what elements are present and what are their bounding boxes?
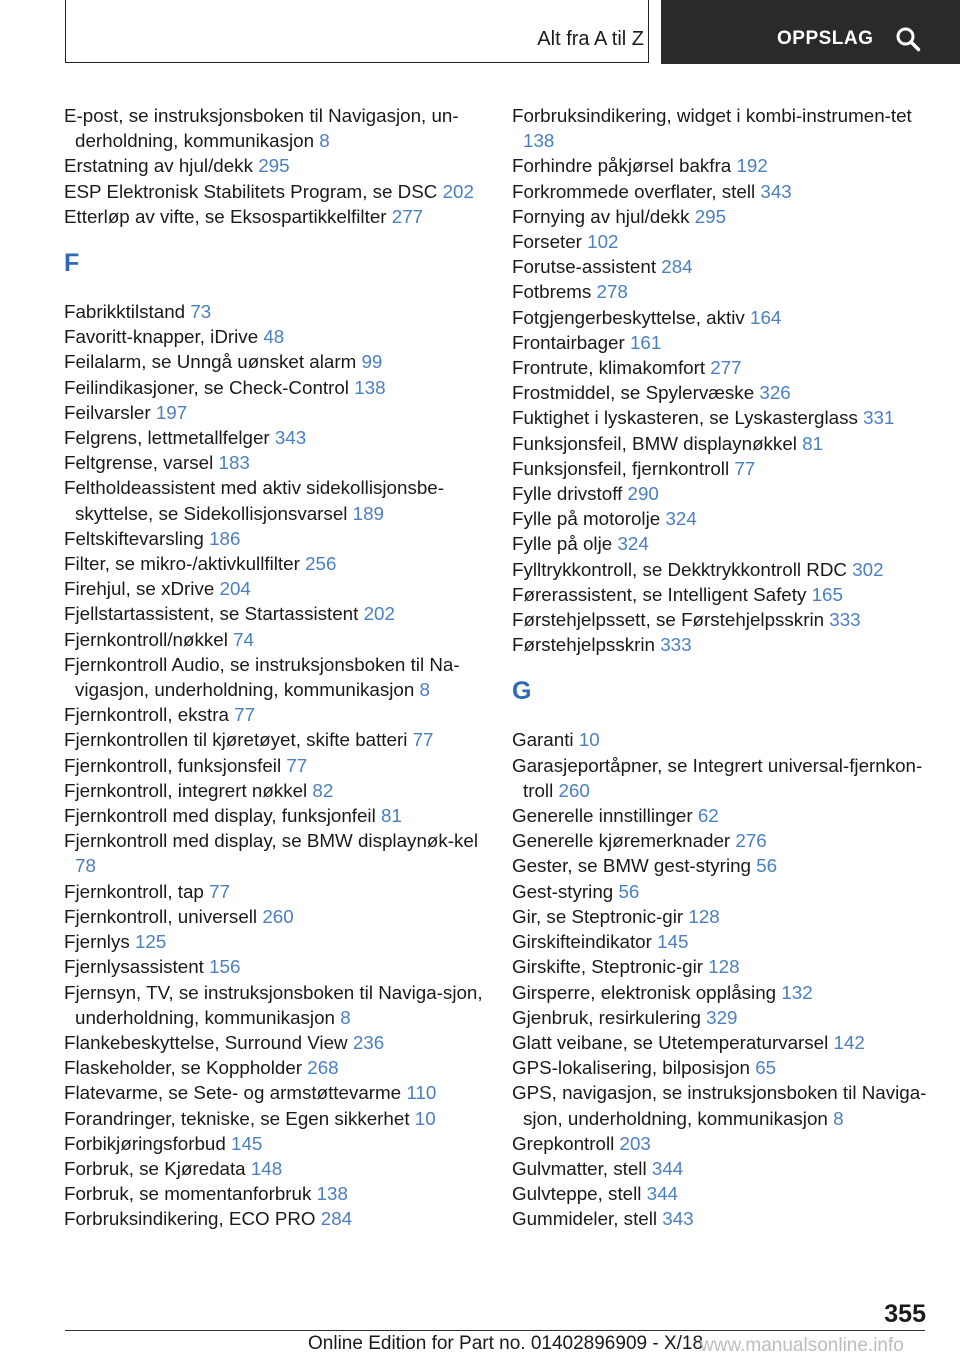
index-entry [512, 305, 932, 330]
index-entry-text: Grepkontroll [512, 1132, 615, 1154]
page-reference-link[interactable]: 8 [833, 1107, 844, 1129]
page-reference-link[interactable]: 236 [352, 1031, 385, 1053]
index-entry-text: Girsperre, elektronisk opplåsing [512, 981, 777, 1003]
page-number: 355 [884, 1300, 926, 1328]
page-reference-link[interactable]: 277 [710, 357, 742, 379]
page-reference-link[interactable]: 145 [657, 931, 689, 953]
index-entry-text: Fabrikktilstand [64, 301, 186, 323]
index-entry [64, 475, 484, 525]
page-reference-link[interactable]: 295 [258, 155, 290, 177]
page-reference-link[interactable]: 202 [363, 603, 395, 625]
index-entry-text: Funksjonsfeil, BMW displaynøkkel [512, 432, 797, 454]
index-entry [64, 425, 484, 450]
page-reference-link[interactable]: 81 [802, 432, 824, 454]
page-reference-link[interactable]: 203 [619, 1132, 651, 1154]
page-reference-link[interactable]: 284 [320, 1208, 353, 1230]
page-reference-link[interactable]: 10 [578, 729, 600, 751]
index-entry [64, 879, 484, 904]
index-entry [64, 375, 484, 400]
index-entry-text: Flatevarme, se Sete- og armstøttevarme [64, 1082, 402, 1104]
index-entry-text: GPS-lokalisering, bilposisjon [512, 1057, 751, 1079]
page-reference-link[interactable]: 82 [312, 779, 334, 801]
index-entry [64, 450, 484, 475]
page-reference-link[interactable]: 324 [617, 533, 649, 555]
index-entry-text: Generelle innstillinger [512, 805, 693, 827]
index-entry [512, 632, 932, 657]
footer-divider [65, 1330, 925, 1331]
index-entry-text: Fjernsyn, TV, se instruksjonsboken til Naviga-sjon, underholdning, kommunikasjon [64, 981, 483, 1028]
page-reference-link[interactable]: 260 [262, 905, 294, 927]
page-reference-link[interactable]: 138 [523, 130, 555, 152]
page-reference-link[interactable]: 331 [863, 407, 895, 429]
index-entry-text: Filter, se mikro-/aktivkullfilter [64, 553, 300, 575]
index-letter-heading: F [64, 249, 80, 278]
page-reference-link[interactable]: 56 [756, 855, 778, 877]
index-entry-text: Garasjeportåpner, se Integrert universal-fjernkon-troll [512, 754, 923, 801]
index-entry [512, 481, 932, 506]
index-entry-text: Erstatning av hjul/dekk [64, 155, 253, 177]
index-entry-text: Fylltrykkontroll, se Dekktrykkontroll RDC [512, 558, 847, 580]
index-entry-text: Firehjul, se xDrive [64, 578, 215, 600]
index-entry-text: Fjernkontroll, universell [64, 905, 258, 927]
index-entry [512, 853, 932, 878]
index-entry [64, 299, 484, 324]
page-reference-link[interactable]: 197 [155, 401, 188, 423]
page-reference-link[interactable]: 333 [829, 609, 861, 631]
index-entry-text: Generelle kjøremerknader [512, 830, 731, 852]
index-entry [512, 229, 932, 254]
index-entry [64, 929, 484, 954]
page-reference-link[interactable]: 125 [134, 931, 167, 953]
index-entry [512, 531, 932, 556]
index-entry [64, 601, 484, 626]
page-reference-link[interactable]: 278 [596, 281, 628, 303]
page-reference-link[interactable]: 284 [661, 256, 693, 278]
page-reference-link[interactable]: 102 [587, 231, 619, 253]
index-entry [512, 904, 932, 929]
index-entry-text: Forbruksindikering, ECO PRO [64, 1208, 316, 1230]
index-entry [64, 980, 484, 1030]
page-reference-link[interactable]: 186 [209, 527, 241, 549]
index-entry-text: Forbruk, se momentanforbruk [64, 1183, 312, 1205]
index-entry [512, 1181, 932, 1206]
index-entry-text: Gummideler, stell [512, 1208, 658, 1230]
index-entry [64, 153, 484, 178]
index-entry-text: Gulvmatter, stell [512, 1157, 647, 1179]
page-reference-link[interactable]: 65 [755, 1057, 777, 1079]
section-title: Alt fra A til Z [537, 28, 644, 50]
page-reference-link[interactable]: 343 [274, 427, 307, 449]
index-entry-text: Forbruksindikering, widget i kombi-instrumen-tet [512, 105, 912, 126]
page-reference-link[interactable]: 99 [361, 351, 383, 373]
page-reference-link[interactable]: 165 [811, 583, 843, 605]
page-reference-link[interactable]: 276 [735, 830, 767, 852]
index-entry [64, 904, 484, 929]
index-entry [64, 204, 484, 229]
index-entry [512, 1131, 932, 1156]
page-reference-link[interactable]: 8 [419, 679, 430, 701]
index-entry-text: GPS, navigasjon, se instruksjonsboken til Naviga-sjon, underholdning, kommunikasjon [512, 1082, 927, 1129]
page-reference-link[interactable]: 48 [263, 326, 285, 348]
page-reference-link[interactable]: 142 [833, 1031, 865, 1053]
index-entry-text: Fjernlysassistent [64, 956, 204, 978]
index-entry [64, 400, 484, 425]
page-reference-link[interactable]: 138 [316, 1183, 348, 1205]
page-reference-link[interactable]: 326 [759, 382, 791, 404]
index-entry [512, 330, 932, 355]
index-entry-text: Forbikjøringsforbud [64, 1132, 226, 1154]
index-entry [64, 1131, 484, 1156]
index-entry-text: Forbruk, se Kjøredata [64, 1157, 246, 1179]
index-entry [64, 1181, 484, 1206]
index-entry [512, 380, 932, 405]
index-entry [512, 1206, 932, 1231]
page-reference-link[interactable]: 81 [381, 805, 402, 827]
page-reference-link[interactable]: 277 [391, 205, 424, 227]
index-entry [64, 1055, 484, 1080]
index-letter-heading: G [512, 677, 532, 706]
index-entry-text: Fylle på motorolje [512, 508, 661, 530]
index-entry-text: Fjernkontroll, ekstra [64, 704, 229, 726]
index-entry-text: Fjernkontroll med display, funksjonfeil [64, 805, 376, 827]
index-entry-text: Forandringer, tekniske, se Egen sikkerhet [64, 1107, 410, 1129]
page-reference-link[interactable]: 62 [697, 805, 719, 827]
index-entry [64, 526, 484, 551]
index-entry [512, 582, 932, 607]
index-entry-text: Fornying av hjul/dekk [512, 205, 690, 227]
index-entry-text: Fuktighet i lyskasteren, se Lyskasterglass [512, 407, 858, 429]
index-entry-text: Gjenbruk, resirkulering [512, 1006, 701, 1028]
index-entry [64, 727, 484, 752]
index-entry [64, 1206, 484, 1231]
page-reference-link[interactable]: 343 [760, 180, 792, 202]
page-reference-link[interactable]: 164 [750, 306, 782, 328]
index-entry [64, 179, 484, 204]
page-reference-link[interactable]: 189 [352, 502, 385, 524]
index-entry-text: Fjernkontroll Audio, se instruksjonsboken til Na-vigasjon, underholdning, kommunikasjon [64, 653, 460, 701]
index-entry-text: Gir, se Steptronic-gir [512, 905, 684, 927]
index-entry-text: Fjernkontrollen til kjøretøyet, skifte batteri [64, 729, 408, 751]
page-reference-link[interactable]: 10 [414, 1107, 436, 1129]
index-entry-text: Flaskeholder, se Koppholder [64, 1057, 303, 1079]
search-icon[interactable] [895, 26, 921, 52]
index-entry-text: Frontairbager [512, 331, 625, 353]
index-entry-text: Etterløp av vifte, se Eksospartikkelfilter [64, 205, 387, 227]
index-entry-text: Førerassistent, se Intelligent Safety [512, 583, 807, 605]
index-entry [512, 254, 932, 279]
index-entry [512, 980, 932, 1005]
index-entry-text: Feilvarsler [64, 401, 151, 423]
index-column-right [512, 103, 932, 1232]
index-entry [64, 576, 484, 601]
index-entry [512, 929, 932, 954]
page-reference-link[interactable]: 268 [307, 1057, 339, 1079]
index-entry [64, 1106, 484, 1131]
index-entry [64, 627, 484, 652]
index-entry-text: Førstehjelpsskrin [512, 634, 655, 656]
index-entry [64, 103, 484, 153]
index-entry [64, 753, 484, 778]
index-entry-text: Fylle drivstoff [512, 483, 623, 505]
page-reference-link[interactable]: 260 [558, 779, 590, 801]
index-entry [64, 551, 484, 576]
watermark-text [700, 1333, 930, 1357]
svg-text:www.manualsonline.info: www.manualsonline.info [700, 1335, 904, 1356]
index-entry [512, 727, 932, 752]
index-entry [64, 1080, 484, 1105]
index-entry-text: Felgrens, lettmetallfelger [64, 427, 270, 449]
page-reference-link[interactable]: 290 [627, 483, 659, 505]
index-entry-text: Flankebeskyttelse, Surround View [64, 1031, 348, 1053]
index-entry-text: Garanti [512, 729, 574, 751]
index-entry-text: Fjernkontroll, tap [64, 880, 204, 902]
index-entry [512, 557, 932, 582]
page-reference-link[interactable]: 56 [618, 880, 640, 902]
index-entry [512, 456, 932, 481]
index-entry-text: Fjernkontroll med display, se BMW displaynøk-kel [64, 830, 479, 852]
index-entry-text: E-post, se instruksjonsboken til Navigasjon, un-derholdning, kommunikasjon [64, 105, 459, 152]
index-entry [64, 1030, 484, 1055]
page-reference-link[interactable]: 138 [354, 376, 386, 398]
index-entry [512, 753, 932, 803]
index-entry [64, 803, 484, 828]
index-entry-text: Fotbrems [512, 281, 592, 303]
index-entry-text: Fjernlys [64, 931, 130, 953]
index-entry-text: Fjellstartassistent, se Startassistent [64, 603, 359, 625]
index-entry-text: Feltholdeassistent med aktiv sidekollisjonsbe-skyttelse, se Sidekollisjonsvarsel [64, 477, 444, 524]
page-reference-link[interactable]: 204 [219, 578, 251, 600]
index-entry-text: Glatt veibane, se Utetemperaturvarsel [512, 1031, 829, 1053]
index-entry-text: Feltskiftevarsling [64, 527, 204, 549]
index-entry [64, 778, 484, 803]
page-reference-link[interactable]: 128 [688, 905, 720, 927]
index-entry [512, 1156, 932, 1181]
tab-label: OPPSLAG [777, 28, 874, 49]
footer-edition: Online Edition for Part no. 01402896909 - X/18 [308, 1333, 704, 1354]
page-reference-link[interactable]: 324 [665, 508, 697, 530]
index-entry [512, 828, 932, 853]
page-reference-link[interactable]: 343 [662, 1208, 694, 1230]
index-entry [64, 349, 484, 374]
index-entry [64, 324, 484, 349]
index-entry [512, 431, 932, 456]
page-reference-link[interactable]: 148 [250, 1157, 283, 1179]
index-entry [64, 828, 484, 878]
page-reference-link[interactable]: 302 [852, 558, 884, 580]
index-entry-text: Fylle på olje [512, 533, 613, 555]
page-reference-link[interactable]: 110 [406, 1082, 437, 1104]
page-reference-link[interactable]: 73 [190, 301, 212, 323]
index-entry-text: Gulvteppe, stell [512, 1183, 642, 1205]
page-reference-link[interactable]: 344 [651, 1157, 684, 1179]
index-entry [512, 506, 932, 531]
page-reference-link[interactable]: 77 [286, 754, 308, 776]
index-entry-text: Fjernkontroll, integrert nøkkel [64, 779, 308, 801]
index-entry-text: Forseter [512, 231, 582, 253]
index-entry-text: Førstehjelpssett, se Førstehjelpsskrin [512, 609, 825, 631]
footer-watermark [700, 1333, 930, 1363]
page-reference-link[interactable]: 344 [646, 1183, 679, 1205]
index-entry [512, 355, 932, 380]
index-entry [512, 1030, 932, 1055]
index-entry [512, 1005, 932, 1030]
index-entry [512, 153, 932, 178]
page-reference-link[interactable]: 333 [660, 634, 692, 656]
index-entry-text: Feilindikasjoner, se Check-Control [64, 376, 349, 398]
index-entry-text: Fjernkontroll, funksjonsfeil [64, 754, 282, 776]
index-entry [64, 702, 484, 727]
index-entry [64, 652, 484, 702]
page-reference-link[interactable]: 77 [734, 457, 756, 479]
index-entry [512, 607, 932, 632]
index-entry [512, 879, 932, 904]
index-entry [512, 405, 932, 430]
page-reference-link[interactable]: 77 [412, 729, 434, 751]
index-entry [64, 1156, 484, 1181]
page-reference-link[interactable]: 192 [736, 155, 768, 177]
index-entry-text: ESP Elektronisk Stabilitets Program, se DSC [64, 180, 438, 202]
index-entry [512, 1080, 932, 1130]
index-entry-text: Favoritt-knapper, iDrive [64, 326, 259, 348]
page-reference-link[interactable]: 8 [340, 1006, 351, 1028]
index-entry [512, 179, 932, 204]
index-entry-text: Funksjonsfeil, fjernkontroll [512, 457, 730, 479]
index-entry-text: Gester, se BMW gest-styring [512, 855, 752, 877]
index-entry-text: Girskifte, Steptronic-gir [512, 956, 703, 978]
index-entry-text: Frostmiddel, se Spylervæske [512, 382, 755, 404]
index-entry-text: Gest-styring [512, 880, 614, 902]
index-entry-text: Forkrommede overflater, stell [512, 180, 756, 202]
page-reference-link[interactable]: 8 [319, 130, 330, 152]
index-entry [64, 954, 484, 979]
page-reference-link[interactable]: 145 [231, 1132, 263, 1154]
index-entry-text: Forutse-assistent [512, 256, 657, 278]
index-entry-text: Forhindre påkjørsel bakfra [512, 155, 732, 177]
index-entry-text: Feilalarm, se Unngå uønsket alarm [64, 351, 357, 373]
page-reference-link[interactable]: 295 [694, 205, 727, 227]
page-reference-link[interactable]: 161 [629, 331, 662, 353]
page-reference-link[interactable]: 74 [233, 628, 254, 650]
index-entry [512, 279, 932, 304]
index-column-left [64, 103, 484, 1232]
page-reference-link[interactable]: 202 [442, 180, 474, 202]
page-reference-link[interactable]: 183 [218, 452, 250, 474]
index-entry-text: Frontrute, klimakomfort [512, 357, 706, 379]
page-reference-link[interactable]: 128 [708, 956, 740, 978]
index-entry [512, 1055, 932, 1080]
index-entry-text: Feltgrense, varsel [64, 452, 214, 474]
index-entry-text: Fotgjengerbeskyttelse, aktiv [512, 306, 745, 328]
page-reference-link[interactable]: 329 [706, 1006, 738, 1028]
index-entry [512, 954, 932, 979]
page-reference-link[interactable]: 256 [305, 553, 337, 575]
page-reference-link[interactable]: 77 [234, 704, 256, 726]
page-reference-link[interactable]: 132 [781, 981, 813, 1003]
index-entry [512, 803, 932, 828]
page-reference-link[interactable]: 78 [75, 855, 96, 877]
page-reference-link[interactable]: 77 [209, 880, 230, 902]
index-entry-text: Girskifteindikator [512, 931, 652, 953]
tab-oppslag[interactable] [661, 0, 960, 64]
index-entry-text: Fjernkontroll/nøkkel [64, 628, 228, 650]
page-reference-link[interactable]: 156 [209, 956, 241, 978]
index-entry [512, 103, 932, 153]
index-entry [512, 204, 932, 229]
